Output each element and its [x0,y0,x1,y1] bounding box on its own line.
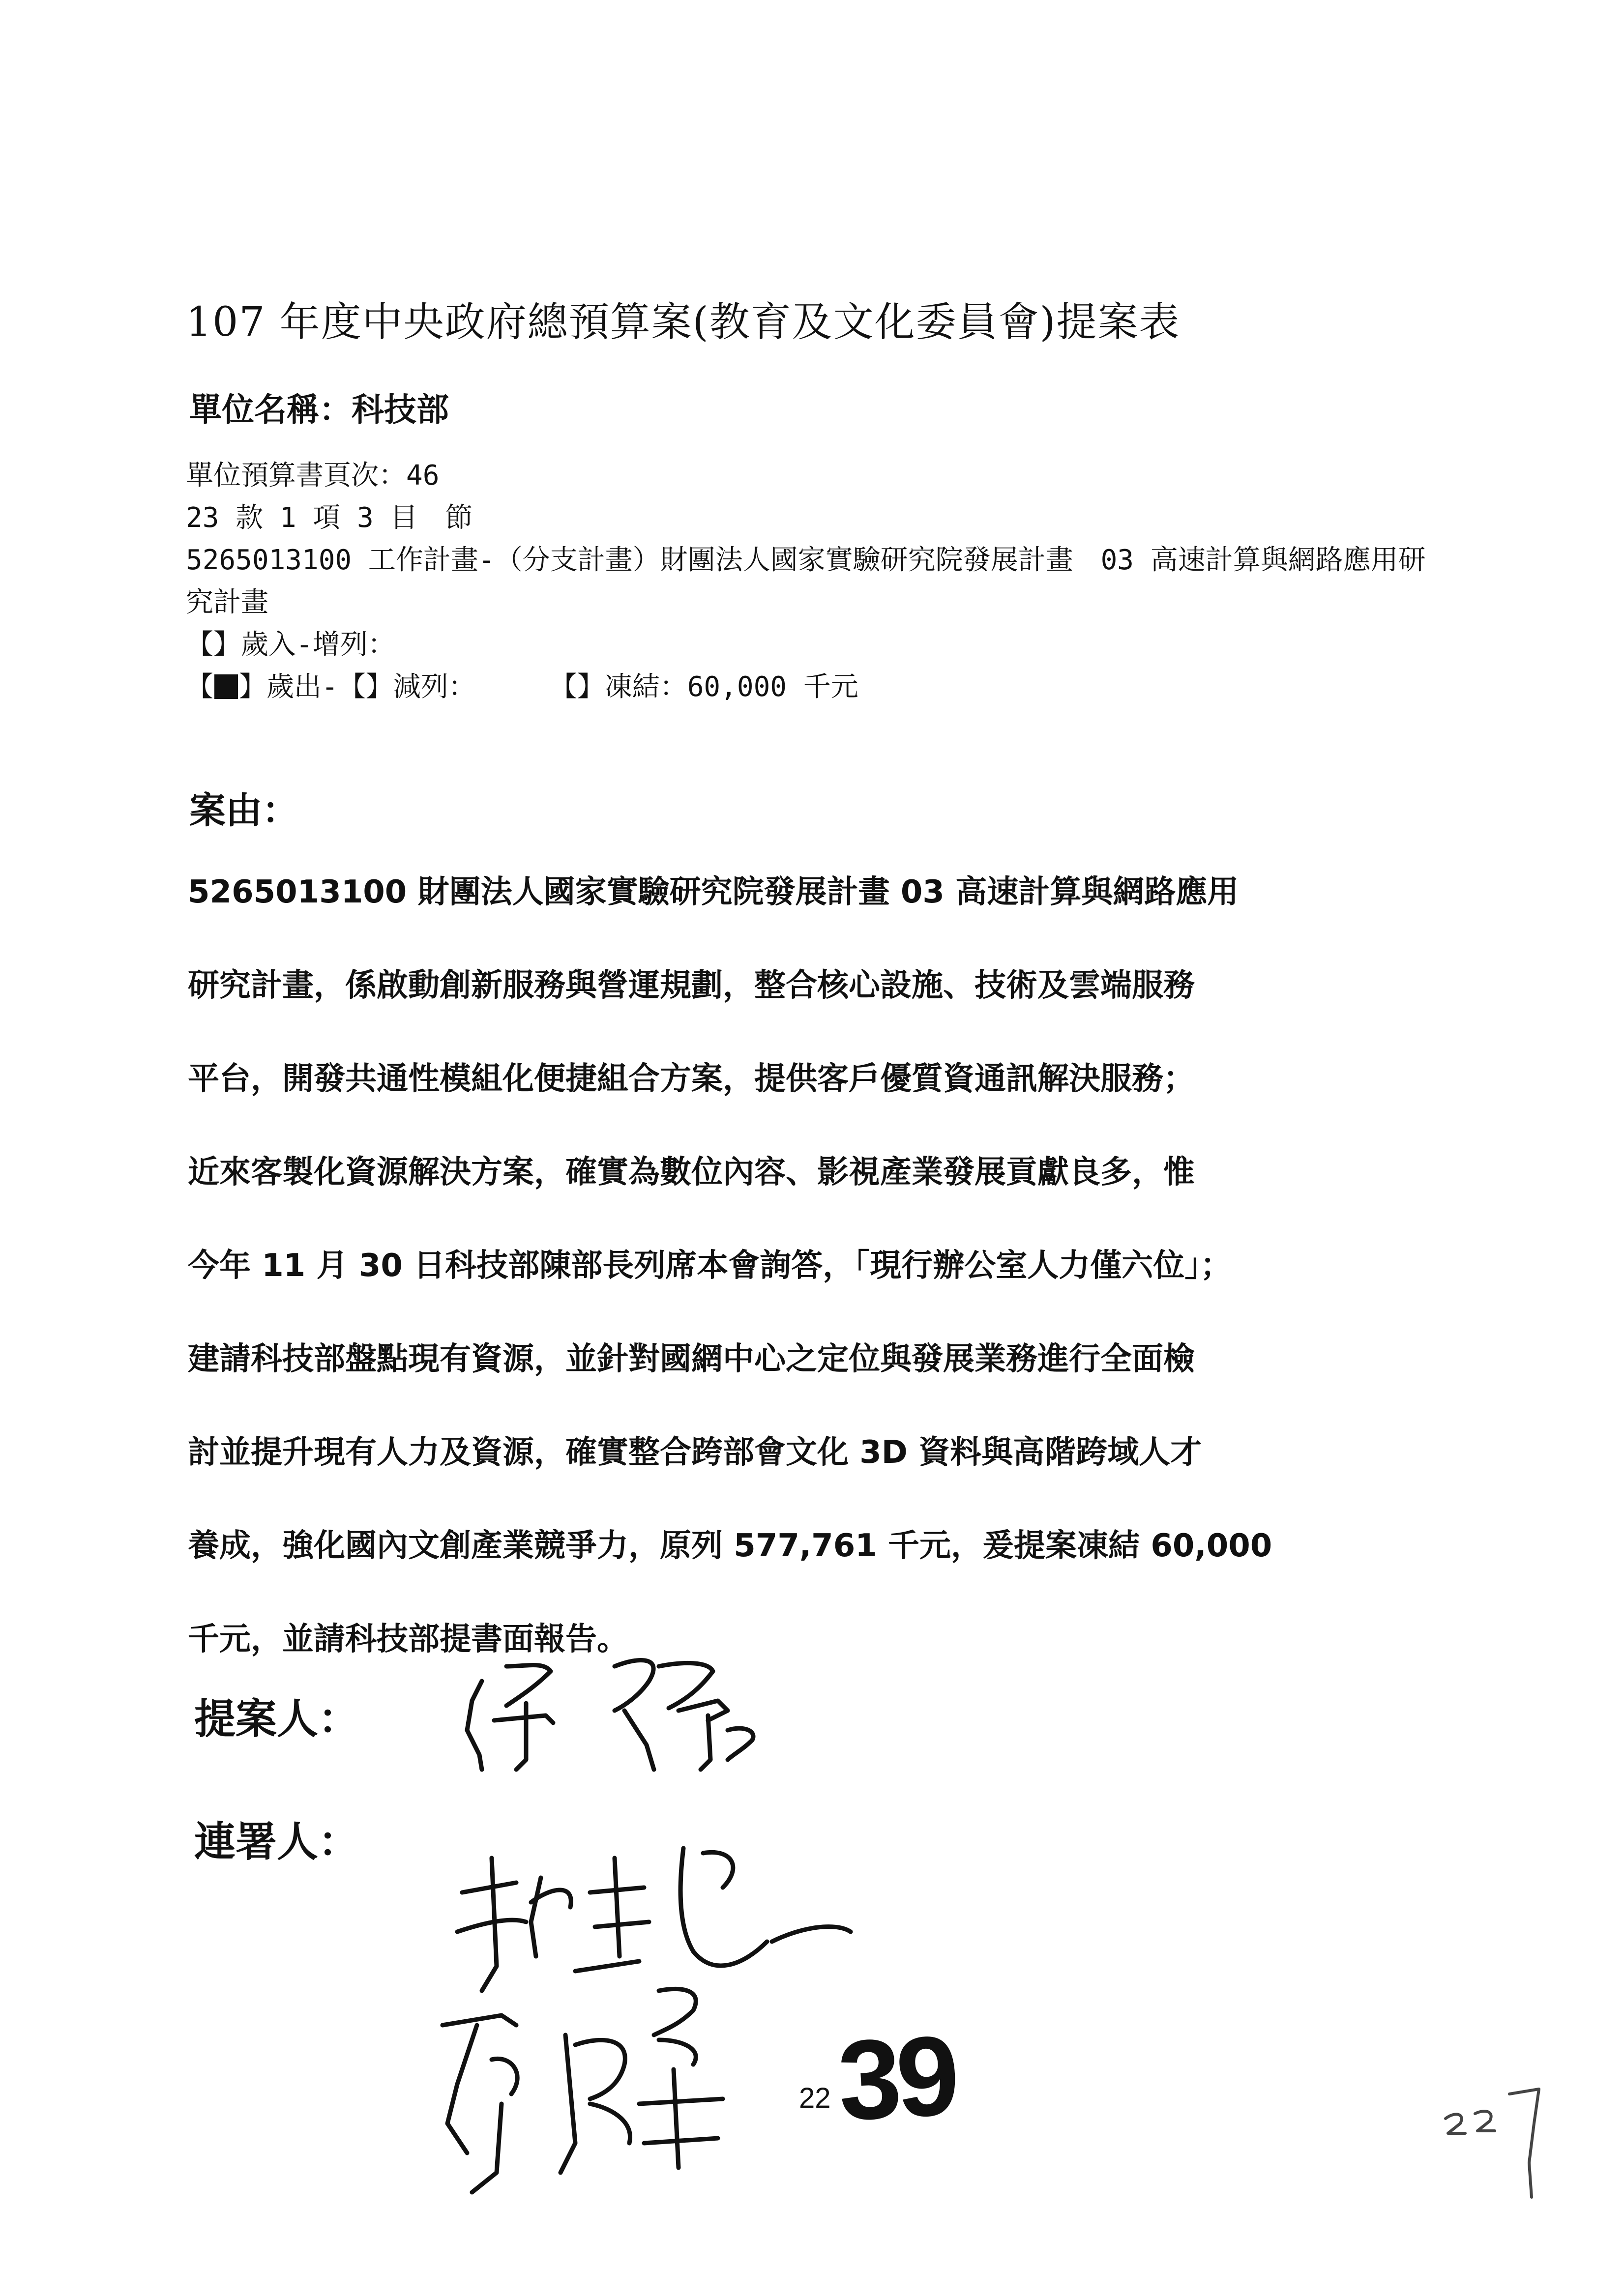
page-number: 22 [799,2082,831,2114]
expense-bracket-open: 【 [186,671,213,703]
unit-value: 科技部 [352,391,449,429]
cosigner-label: 連署人： [194,1818,360,1866]
reason-line: 平台，開發共通性模組化便捷組合方案，提供客戶優質資通訊解決服務； [188,1061,1195,1097]
unit-label: 單位名稱： [189,391,352,429]
reason-line: 千元，並請科技部提書面報告。 [188,1621,628,1657]
unit-name [189,383,449,430]
proposer-signature [452,1637,836,1784]
proposer-label: 提案人： [194,1695,360,1743]
reason-body [188,845,1427,1686]
reason-line: 5265013100 財團法人國家實驗研究院發展計畫 03 高速計算與網路應用 [188,874,1239,910]
stamp-number: 39 [835,2012,958,2144]
reason-heading: 案由： [189,789,298,832]
reason-line: 建請科技部盤點現有資源，並針對國網中心之定位與發展業務進行全面檢 [188,1341,1195,1377]
reason-line: 養成，強化國內文創產業競爭力，原列 577,761 千元，爰提案凍結 60,000 [188,1528,1272,1564]
reason-line: 研究計畫，係啟動創新服務與營運規劃，整合核心設施、技術及雲端服務 [188,967,1195,1004]
expense-freeze-line [186,666,1445,708]
checked-box [214,674,238,699]
reason-line: 今年 11 月 30 日科技部陳部長列席本會詢答，「現行辦公室人力僅六位」； [188,1248,1232,1284]
freeze-amount: 【】凍結：60,000 千元 [549,671,858,703]
document-title: 107 年度中央政府總預算案(教育及文化委員會)提案表 [186,299,1181,346]
item-reference: 23 款 1 項 3 目 節 [186,502,473,534]
reason-line: 討並提升現有人力及資源，確實整合跨部會文化 3D 資料與高階跨域人才 [188,1434,1202,1471]
budget-meta [186,455,1445,708]
income-line: 【】歲入-增列： [186,629,395,661]
handwritten-corner-mark [1436,2084,1564,2212]
reason-line: 近來客製化資源解決方案，確實為數位內容、影視產業發展貢獻良多，惟 [188,1154,1195,1191]
page-reference: 單位預算書頁次：46 [186,460,440,492]
plan-description: 5265013100 工作計畫-（分支計畫）財團法人國家實驗研究院發展計畫 03 高速計算與網路應用研究計畫 [186,544,1426,618]
expense-label: 】歲出-【】減列： [239,671,476,703]
